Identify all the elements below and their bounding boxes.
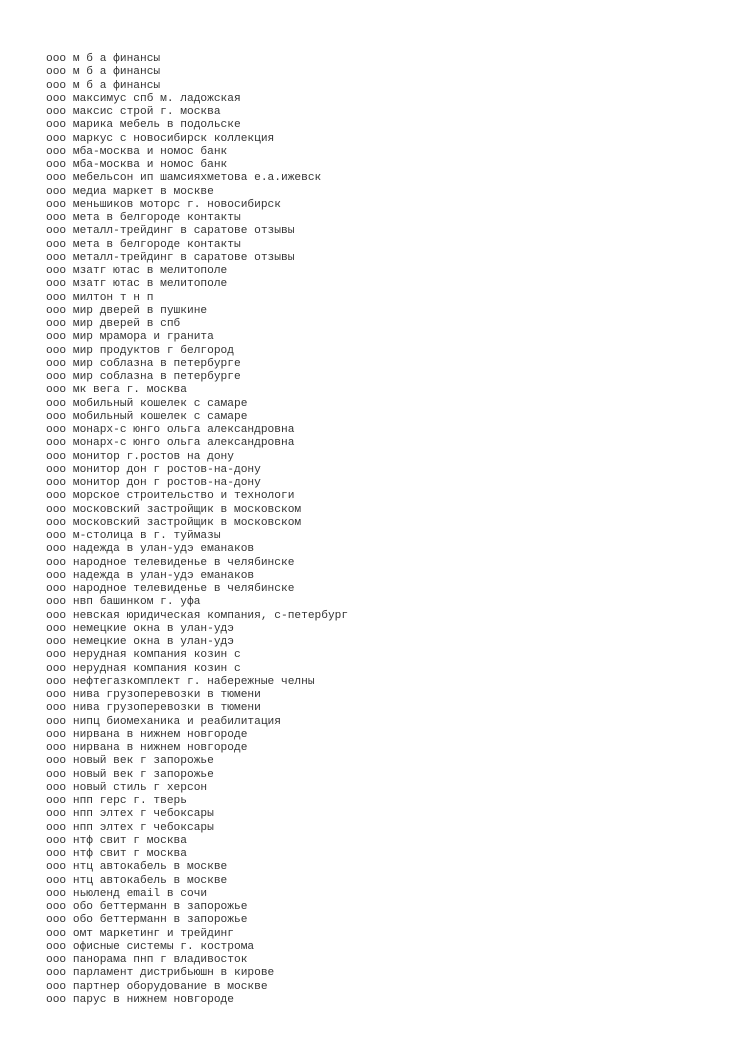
list-item: ооо мир соблазна в петербурге: [46, 357, 241, 370]
list-item: ооо надежда в улан-удэ еманаков: [46, 543, 255, 556]
list-item: ооо народное телевиденье в челябинске: [46, 583, 295, 595]
list-item: ооо мк вега г. москва: [46, 384, 187, 397]
list-item: ооо нтц автокабель в москве: [46, 874, 228, 887]
list-item: ооо мба-москва и номос банк: [46, 145, 228, 158]
list-item: ооо московский застройщик в московском: [46, 516, 302, 529]
list-item: ооо мир соблазна в петербурге: [46, 371, 241, 383]
list-item: ооо ньюленд email в сочи: [46, 887, 208, 900]
list-item: ооо нирвана в нижнем новгороде: [46, 742, 248, 754]
list-item: ооо монитор дон г ростов-на-дону: [46, 463, 261, 476]
list-item: ооо офисные системы г. кострома: [46, 940, 255, 953]
list-item: ооо мба-москва и номос банк: [46, 159, 228, 171]
list-item: ооо мобильный кошелек с самаре: [46, 410, 248, 423]
list-item: ооо парламент дистрибьюшн в кирове: [46, 967, 275, 980]
list-item: ооо милтон т н п: [46, 291, 154, 304]
list-item: ооо немецкие окна в улан-удэ: [46, 622, 234, 635]
list-item: ооо немецкие окна в улан-удэ: [46, 636, 234, 648]
list-item: ооо мзатг ютас в мелитополе: [46, 265, 228, 277]
list-item: ооо медиа маркет в москве: [46, 185, 214, 198]
list-item: ооо нива грузоперевозки в тюмени: [46, 689, 261, 701]
list-item: ооо обо беттерманн в запорожье: [46, 914, 248, 927]
list-item: ооо металл-трейдинг в саратове отзывы: [46, 251, 295, 264]
list-item: ооо нерудная компания козин с: [46, 662, 241, 675]
list-item: ооо м б а финансы: [46, 79, 161, 92]
list-item: ооо мир дверей в спб: [46, 318, 181, 330]
list-item: ооо марика мебель в подольске: [46, 119, 241, 132]
list-item: ооо московский застройщик в московском: [46, 503, 302, 516]
list-item: ооо панорама пнп г владивосток: [46, 954, 248, 966]
list-item: ооо морское строительство и технологи: [46, 490, 295, 503]
list-item: ооо мета в белгороде контакты: [46, 238, 241, 251]
list-item: ооо надежда в улан-удэ еманаков: [46, 569, 255, 582]
list-item: ооо обо беттерманн в запорожье: [46, 901, 248, 913]
list-item: ооо мета в белгороде контакты: [46, 212, 241, 224]
list-item: ооо мир продуктов г белгород: [46, 344, 234, 357]
list-item: ооо нефтегазкомплект г. набережные челны: [46, 675, 315, 688]
list-item: ооо максис строй г. москва: [46, 106, 221, 118]
list-item: ооо парус в нижнем новгороде: [46, 993, 234, 1006]
list-item: ооо невская юридическая компания, с-петербург: [46, 609, 349, 622]
list-item: ооо нерудная компания козин с: [46, 649, 241, 662]
list-item: ооо мир мрамора и гранита: [46, 331, 214, 344]
list-item: ооо металл-трейдинг в саратове отзывы: [46, 225, 295, 238]
list-item: ооо нива грузоперевозки в тюмени: [46, 702, 261, 715]
list-item: ооо мобильный кошелек с самаре: [46, 397, 248, 410]
list-item: ооо омт маркетинг и трейдинг: [46, 927, 234, 940]
list-item: ооо партнер оборудование в москве: [46, 980, 268, 993]
list-item: ооо нпп герс г. тверь: [46, 795, 187, 807]
list-item: ооо монитор г.ростов на дону: [46, 450, 234, 463]
list-item: ооо м б а финансы: [46, 66, 161, 79]
list-item: ооо мир дверей в пушкине: [46, 304, 208, 317]
list-item: ооо монарх-с юнго ольга александровна: [46, 424, 295, 436]
list-item: ооо нтф свит г москва: [46, 834, 187, 847]
list-item: ооо нвп башинком г. уфа: [46, 596, 201, 609]
list-item: ооо монарх-с юнго ольга александровна: [46, 437, 295, 450]
list-item: ооо мзатг ютас в мелитополе: [46, 278, 228, 291]
list-item: ооо новый век г запорожье: [46, 755, 214, 768]
list-item: ооо мебельсон ип шамсияхметова е.а.ижевск: [46, 172, 322, 185]
list-item: ооо нтф свит г москва: [46, 848, 187, 860]
list-item: ооо м б а финансы: [46, 53, 161, 65]
list-item: ооо нирвана в нижнем новгороде: [46, 728, 248, 741]
list-item: ооо нтц автокабель в москве: [46, 861, 228, 874]
list-item: ооо народное телевиденье в челябинске: [46, 556, 295, 569]
list-item: ооо максимус спб м. ладожская: [46, 92, 241, 105]
list-item: ооо нпп элтех г чебоксары: [46, 808, 214, 821]
list-item: ооо меньшиков моторс г. новосибирск: [46, 198, 281, 211]
company-list: [46, 53, 348, 1007]
list-item: ооо новый стиль г херсон: [46, 781, 208, 794]
list-item: ооо монитор дон г ростов-на-дону: [46, 477, 261, 489]
list-item: ооо нипц биомеханика и реабилитация: [46, 715, 281, 728]
list-item: ооо нпп элтех г чебоксары: [46, 821, 214, 834]
list-item: ооо новый век г запорожье: [46, 768, 214, 781]
list-item: ооо маркус с новосибирск коллекция: [46, 132, 275, 145]
list-item: ооо м-столица в г. туймазы: [46, 530, 221, 542]
